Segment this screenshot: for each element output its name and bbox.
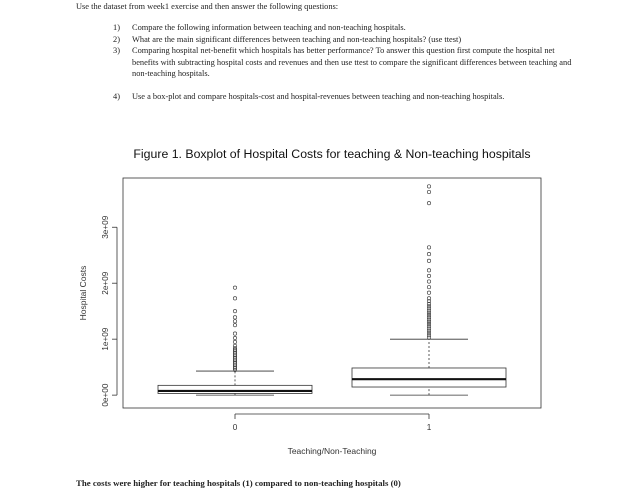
boxes [158,185,506,395]
x-tick-label: 1 [426,423,432,432]
outlier-point [427,185,430,188]
outlier-point [427,285,430,288]
question-number: 4) [113,91,120,101]
x-axis [233,414,432,432]
outlier-point [233,309,236,312]
y-axis [101,215,117,406]
question-text: Comparing hospital net-benefit which hospitals has better performance? To answer this question first compute the hospital net benefits with subtracting hospital costs and revenues and then use ttest to compare the significant differences between teaching and non-teaching hospitals. [132,46,572,79]
question-number: 3) [113,46,120,56]
box-group-0 [158,286,312,395]
outlier-point [427,274,430,277]
question-text: Compare the following information between teaching and non-teaching hospitals. [132,23,406,32]
question-text: Use a box-plot and compare hospitals-cost and hospital-revenues between teaching and non-teaching hospitals. [132,91,505,101]
x-axis-label: Teaching/Non-Teaching [287,446,377,456]
question-number: 1) [113,23,120,32]
y-axis-label: Hospital Costs [78,265,88,321]
outlier-point [233,286,236,289]
outlier-point [233,297,236,300]
y-tick-label: 0e+00 [101,383,110,407]
outlier-point [233,332,236,335]
x-tick-label: 0 [232,423,238,432]
y-tick-label: 3e+09 [101,215,110,239]
outlier-point [233,316,236,319]
outlier-point [233,340,236,343]
box-group-1 [352,185,506,395]
outlier-point [233,320,236,323]
outlier-point [427,269,430,272]
outlier-point [427,246,430,249]
outlier-point [233,336,236,339]
outlier-point [233,323,236,326]
question-text: What are the main significant differences between teaching and non-teaching hospitals? (use ttest) [132,34,462,44]
outlier-point [427,259,430,262]
y-tick-label: 1e+09 [101,327,110,351]
iqr-box [352,368,506,387]
iqr-box [158,385,312,393]
outlier-point [427,280,430,283]
intro-text: Use the dataset from week1 exercise and then answer the following questions: [76,2,339,11]
outlier-point [233,344,236,347]
conclusion-text: The costs were higher for teaching hospitals (1) compared to non-teaching hospitals (0) [76,478,401,488]
question-number: 2) [113,34,120,44]
outlier-point [427,291,430,294]
figure-title: Figure 1. Boxplot of Hospital Costs for teaching & Non-teaching hospitals [133,147,531,161]
outlier-point [427,252,430,255]
outlier-point [427,190,430,193]
outlier-point [427,201,430,204]
y-tick-label: 2e+09 [101,271,110,295]
